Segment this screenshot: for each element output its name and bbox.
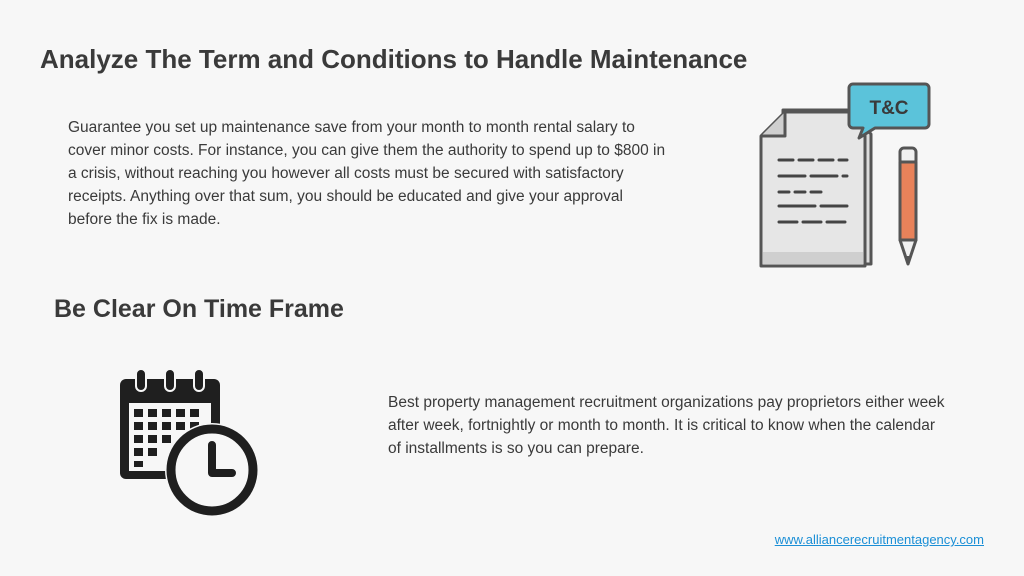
- section-title-terms: Analyze The Term and Conditions to Handle Maintenance: [40, 44, 748, 74]
- tc-badge-text: T&C: [869, 98, 909, 119]
- section-title-time-frame: Be Clear On Time Frame: [54, 295, 344, 323]
- terms-conditions-document-icon: [755, 78, 935, 273]
- section-body-time-frame: Best property management recruitment organizations pay proprietors either week after week, fortnightly or month to month. It is critical to know when the calendar of installments is so you can prepare.: [388, 394, 945, 457]
- calendar-clock-icon: [114, 365, 264, 523]
- website-link[interactable]: www.alliancerecruitmentagency.com: [774, 532, 984, 547]
- section-body-terms: Guarantee you set up maintenance save from your month to month rental salary to cover minor costs. For instance, you can give them the authority to spend up to $800 in a crisis, without reaching you however all costs must be secured with satisfactory receipts. Anything over that sum, you should be educated and give your approval before the fix is made.: [68, 119, 666, 228]
